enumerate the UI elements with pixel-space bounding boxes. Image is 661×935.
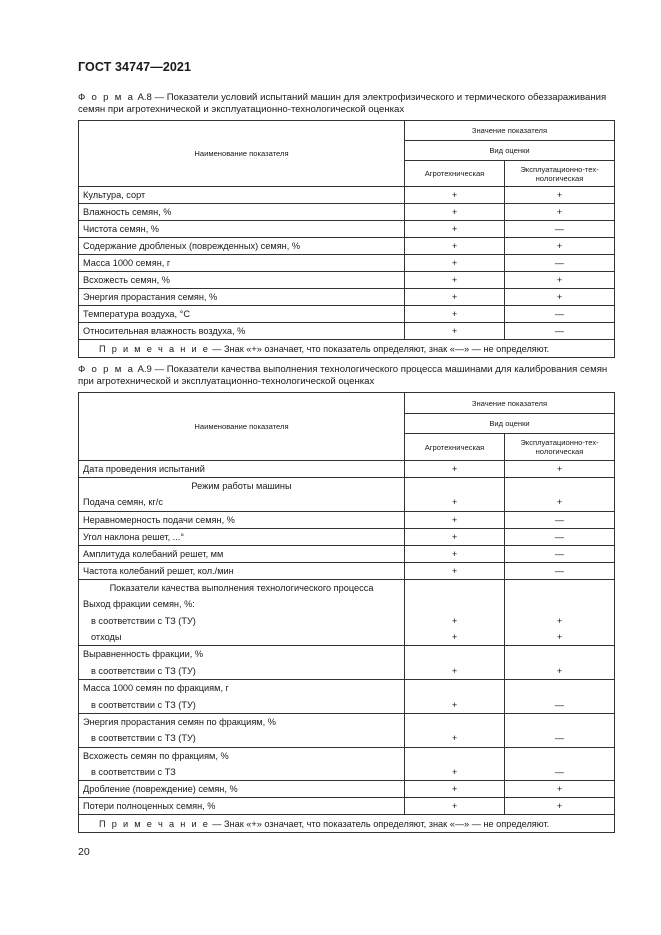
agro-mark: +	[405, 272, 505, 289]
row-name: Температура воздуха, °С	[79, 306, 405, 323]
table-row	[79, 562, 615, 579]
note-word: П р и м е ч а н и е	[99, 818, 210, 829]
expl-mark: +	[505, 461, 615, 478]
expl-mark: +	[505, 238, 615, 255]
table-row	[79, 255, 615, 272]
header-assessment-type: Вид оценки	[405, 414, 615, 434]
group-cell	[79, 680, 405, 714]
expl-mark: +	[505, 272, 615, 289]
expl-mark: +	[505, 289, 615, 306]
group-cell	[79, 747, 405, 781]
row-name: Масса 1000 семян, г	[79, 255, 405, 272]
header-indicator-value: Значение показателя	[405, 121, 615, 141]
group-cell	[505, 680, 615, 714]
expl-mark: +	[556, 631, 563, 642]
note-word: П р и м е ч а н и е	[99, 343, 210, 354]
agro-mark: +	[405, 545, 505, 562]
agro-mark: +	[405, 798, 505, 815]
form-word: Ф о р м а	[78, 364, 135, 375]
expl-mark: +	[556, 615, 563, 626]
table-row-group	[79, 579, 615, 646]
table-row	[79, 511, 615, 528]
agro-mark: +	[451, 631, 458, 642]
row-name: Энергия прорастания семян, %	[79, 289, 405, 306]
expl-mark: —	[505, 562, 615, 579]
agro-mark: +	[451, 767, 458, 778]
table-row	[79, 323, 615, 340]
group-cell	[79, 646, 405, 680]
row-subname: в соответствии с ТЗ (ТУ)	[91, 733, 196, 744]
expl-mark: +	[505, 781, 615, 798]
group-cell	[79, 713, 405, 747]
row-subname: в соответствии с ТЗ (ТУ)	[91, 615, 196, 626]
header-operational: Эксплуатационно-тех-нологическая	[505, 161, 615, 187]
expl-mark: +	[505, 187, 615, 204]
agro-mark: +	[451, 615, 458, 626]
agro-mark: +	[405, 204, 505, 221]
row-name: Угол наклона решет, ...°	[79, 528, 405, 545]
table-row	[79, 781, 615, 798]
expl-mark: —	[505, 545, 615, 562]
row-name: Масса 1000 семян по фракциям, г	[83, 683, 229, 694]
row-name: Частота колебаний решет, кол./мин	[79, 562, 405, 579]
group-cell	[405, 680, 505, 714]
table-row-pair	[79, 713, 615, 747]
table-note-row	[79, 340, 615, 358]
row-name: Влажность семян, %	[79, 204, 405, 221]
expl-mark: —	[505, 511, 615, 528]
expl-mark: +	[505, 798, 615, 815]
row-name: Энергия прорастания семян по фракциям, %	[83, 716, 276, 727]
table-row	[79, 187, 615, 204]
expl-mark: —	[554, 699, 565, 710]
agro-mark: +	[405, 781, 505, 798]
header-indicator-name: Наименование показателя	[79, 393, 405, 461]
table-row	[79, 238, 615, 255]
agro-mark: +	[405, 461, 505, 478]
form-word: Ф о р м а	[78, 92, 135, 103]
row-subname: в соответствии с ТЗ	[91, 767, 176, 778]
header-operational: Эксплуатационно-тех-нологическая	[505, 434, 615, 461]
row-name: Потери полноценных семян, %	[79, 798, 405, 815]
table-row-pair	[79, 680, 615, 714]
row-name: Выравненность фракции, %	[83, 649, 204, 660]
group-cell	[505, 478, 615, 512]
table-row-pair	[79, 646, 615, 680]
expl-mark: —	[505, 528, 615, 545]
agro-mark: +	[405, 289, 505, 306]
table-row	[79, 289, 615, 306]
row-name: Неравномерность подачи семян, %	[79, 511, 405, 528]
row-name: Относительная влажность воздуха, %	[79, 323, 405, 340]
expl-mark: —	[505, 306, 615, 323]
row-name: Выход фракции семян, %:	[83, 599, 195, 610]
agro-mark: +	[405, 528, 505, 545]
agro-mark: +	[405, 511, 505, 528]
group-cell	[505, 747, 615, 781]
expl-mark: +	[505, 204, 615, 221]
note-text: — Знак «+» означает, что показатель определяют, знак «—» — не определяют.	[212, 343, 550, 354]
table-row	[79, 221, 615, 238]
form-a8-table	[78, 120, 615, 358]
header-agrotechnical: Агротехническая	[405, 161, 505, 187]
agro-mark: +	[451, 665, 458, 676]
page-number: 20	[78, 846, 90, 858]
row-name: Культура, сорт	[79, 187, 405, 204]
group-title: Показатели качества выполнения технологического процесса	[109, 582, 374, 593]
expl-mark: —	[505, 221, 615, 238]
agro-mark: +	[405, 187, 505, 204]
expl-mark: +	[556, 497, 563, 508]
table-row	[79, 798, 615, 815]
group-title: Режим работы машины	[191, 481, 292, 491]
group-cell	[505, 713, 615, 747]
form-a8-caption	[78, 92, 614, 116]
table-note	[79, 815, 615, 833]
row-name: Содержание дробленых (поврежденных) семян, %	[79, 238, 405, 255]
row-subname: в соответствии с ТЗ (ТУ)	[91, 665, 196, 676]
table-row	[79, 306, 615, 323]
table-note	[79, 340, 615, 358]
note-text: — Знак «+» означает, что показатель определяют, знак «—» — не определяют.	[212, 818, 550, 829]
table-row-group	[79, 478, 615, 512]
row-name: Дробление (повреждение) семян, %	[79, 781, 405, 798]
row-name: Всхожесть семян по фракциям, %	[83, 750, 229, 761]
agro-mark: +	[451, 733, 458, 744]
row-name: Всхожесть семян, %	[79, 272, 405, 289]
header-assessment-type: Вид оценки	[405, 141, 615, 161]
row-name: Чистота семян, %	[79, 221, 405, 238]
row-name: Подача семян, кг/с	[83, 497, 163, 508]
agro-mark: +	[405, 562, 505, 579]
group-cell	[405, 713, 505, 747]
table-row	[79, 545, 615, 562]
form-a9-caption	[78, 364, 614, 388]
form-caption-text: А.8 — Показатели условий испытаний машин для электрофизического и термического обеззараживания семян при агротехнической и эксплуатационно-технологической оценках	[78, 92, 607, 115]
table-row	[79, 528, 615, 545]
form-a9-table	[78, 392, 615, 833]
table-row	[79, 272, 615, 289]
group-cell	[405, 646, 505, 680]
header-indicator-value: Значение показателя	[405, 393, 615, 414]
group-cell	[405, 478, 505, 512]
header-indicator-name: Наименование показателя	[79, 121, 405, 187]
row-name: Дата проведения испытаний	[79, 461, 405, 478]
agro-mark: +	[451, 497, 458, 508]
group-cell	[505, 579, 615, 646]
agro-mark: +	[405, 323, 505, 340]
agro-mark: +	[405, 221, 505, 238]
agro-mark: +	[405, 255, 505, 272]
agro-mark: +	[405, 238, 505, 255]
row-subname: в соответствии с ТЗ (ТУ)	[91, 699, 196, 710]
group-cell	[79, 478, 405, 512]
group-cell	[79, 579, 405, 646]
expl-mark: —	[554, 767, 565, 778]
table-row-pair	[79, 747, 615, 781]
expl-mark: —	[554, 733, 565, 744]
document-id: ГОСТ 34747—2021	[78, 60, 192, 74]
header-agrotechnical: Агротехническая	[405, 434, 505, 461]
row-subname: отходы	[91, 631, 122, 642]
expl-mark: —	[505, 323, 615, 340]
agro-mark: +	[405, 306, 505, 323]
table-row	[79, 461, 615, 478]
table-row	[79, 204, 615, 221]
expl-mark: —	[505, 255, 615, 272]
expl-mark: +	[556, 665, 563, 676]
table-note-row	[79, 815, 615, 833]
agro-mark: +	[451, 699, 458, 710]
group-cell	[405, 579, 505, 646]
form-caption-text: А.9 — Показатели качества выполнения технологического процесса машинами для калибрования семян при агротехнической и эксплуатационно-технологической оценках	[78, 364, 608, 387]
group-cell	[505, 646, 615, 680]
row-name: Амплитуда колебаний решет, мм	[79, 545, 405, 562]
group-cell	[405, 747, 505, 781]
